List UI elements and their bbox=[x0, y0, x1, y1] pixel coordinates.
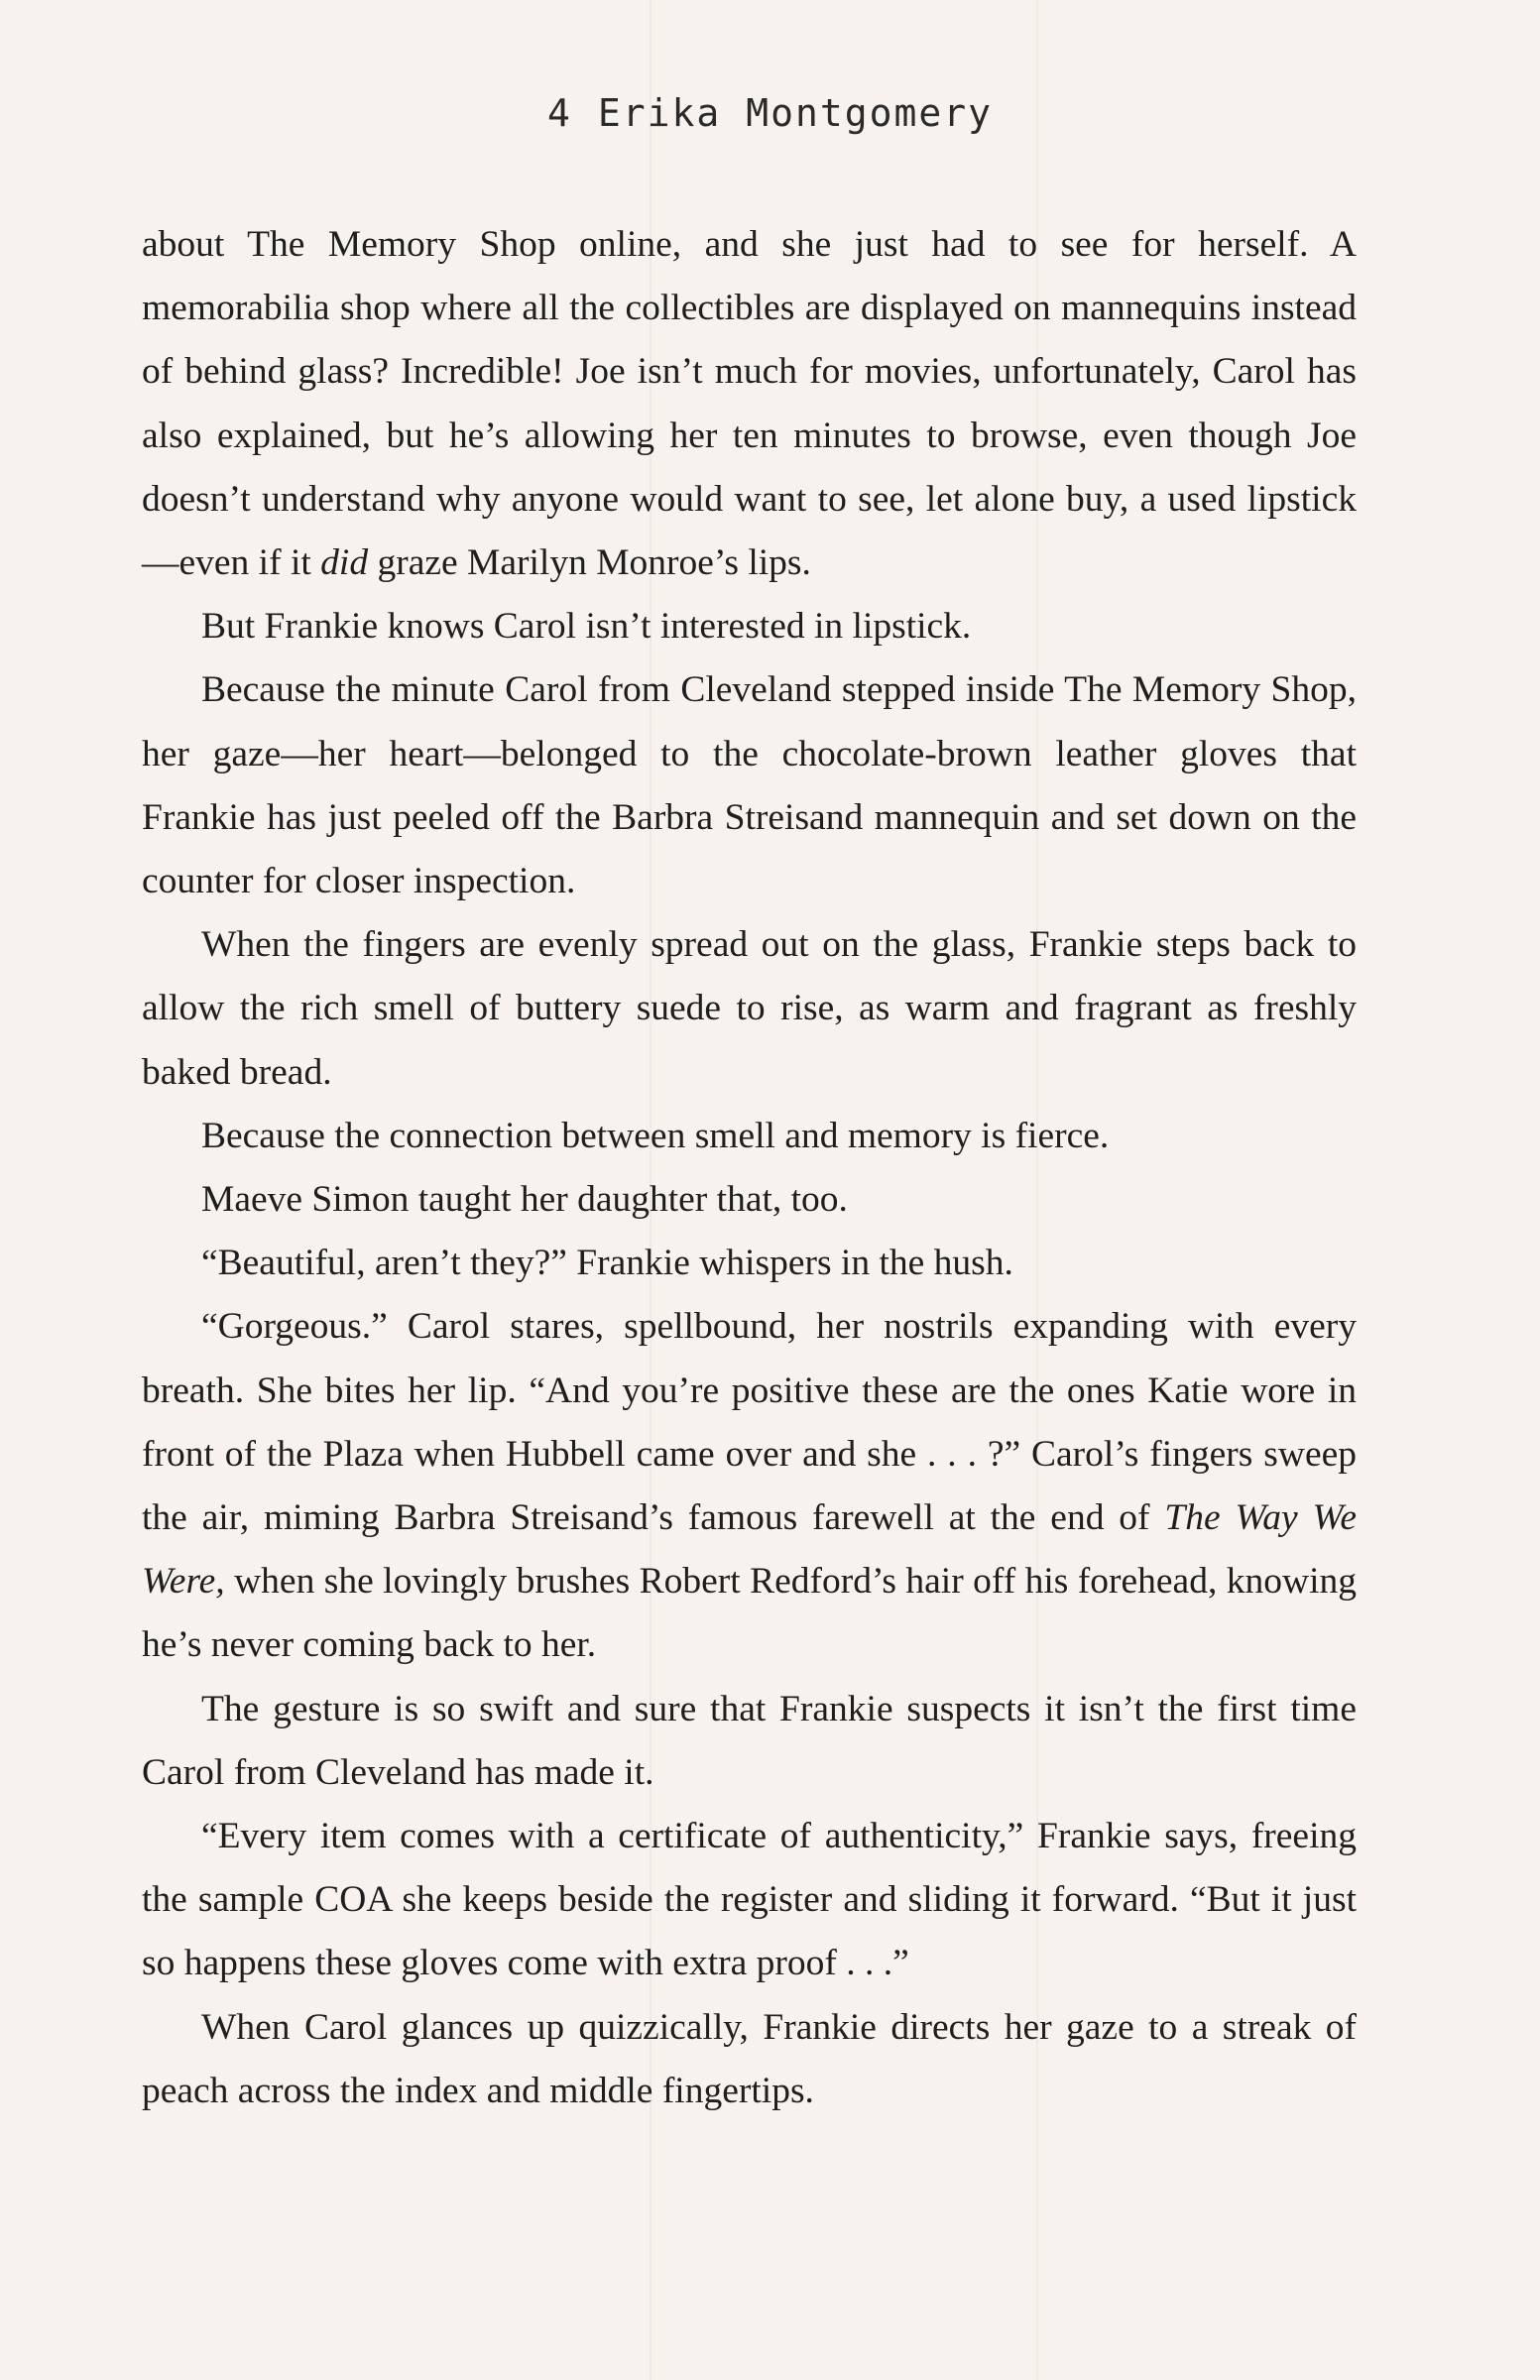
paragraph: “Every item comes with a certificate of authenticity,” Frankie says, freeing the sample COA she keeps beside the register and sliding it forward. “But it just so happens these gloves come with extra proof . . .” bbox=[142, 1816, 1357, 1984]
paragraph: Because the connection between smell and memory is fierce. bbox=[201, 1115, 1110, 1156]
movie-title: The Way We Were, bbox=[142, 1497, 1357, 1603]
paragraph: “Gorgeous.” Carol stares, spellbound, her nostrils expanding with every breath. She bites her lip. “And you’re positive these are the ones Katie wore in front of the Plaza when Hubbell came over and she . . . ?” Carol’s fingers sweep the air, miming Barbra Streisand’s famous farewell at the end of The Way We Were, when she lovingly brushes Robert Redford’s hair off his forehead, knowing he’s never coming back to her. bbox=[142, 1306, 1357, 1666]
italic-emphasis: did bbox=[320, 542, 369, 584]
paragraph: about The Memory Shop online, and she just had to see for herself. A memorabilia shop where all the collectibles are displayed on mannequins instead of behind glass? Incredible! Joe isn’t much for movies, unfortunately, Carol has also explained, but he’s allowing her ten minutes to browse, even though Joe doesn’t understand why anyone would want to see, let alone buy, a used lipstick—even if it did graze Marilyn Monroe’s lips. bbox=[142, 224, 1357, 584]
paragraph: Because the minute Carol from Cleveland stepped inside The Memory Shop, her gaze—her heart—belonged to the chocolate-brown leather gloves that Frankie has just peeled off the Barbra Streisand mannequin and set down on the counter for closer inspection. bbox=[142, 669, 1357, 902]
paragraph: But Frankie knows Carol isn’t interested in lipstick. bbox=[201, 606, 972, 648]
paragraph: “Beautiful, aren’t they?” Frankie whispers in the hush. bbox=[201, 1243, 1013, 1284]
paragraph: The gesture is so swift and sure that Frankie suspects it isn’t the first time Carol from Cleveland has made it. bbox=[142, 1688, 1357, 1793]
page-number: 4 bbox=[547, 91, 572, 135]
author-name: Erika Montgomery bbox=[597, 91, 993, 135]
body-text bbox=[142, 213, 1357, 2123]
running-head bbox=[0, 91, 1540, 135]
paragraph: When the fingers are evenly spread out on the glass, Frankie steps back to allow the rich smell of buttery suede to rise, as warm and fragrant as freshly baked bread. bbox=[142, 924, 1357, 1093]
paragraph: When Carol glances up quizzically, Frankie directs her gaze to a streak of peach across the index and middle fingertips. bbox=[142, 2006, 1357, 2111]
paragraph: Maeve Simon taught her daughter that, too. bbox=[201, 1179, 848, 1221]
